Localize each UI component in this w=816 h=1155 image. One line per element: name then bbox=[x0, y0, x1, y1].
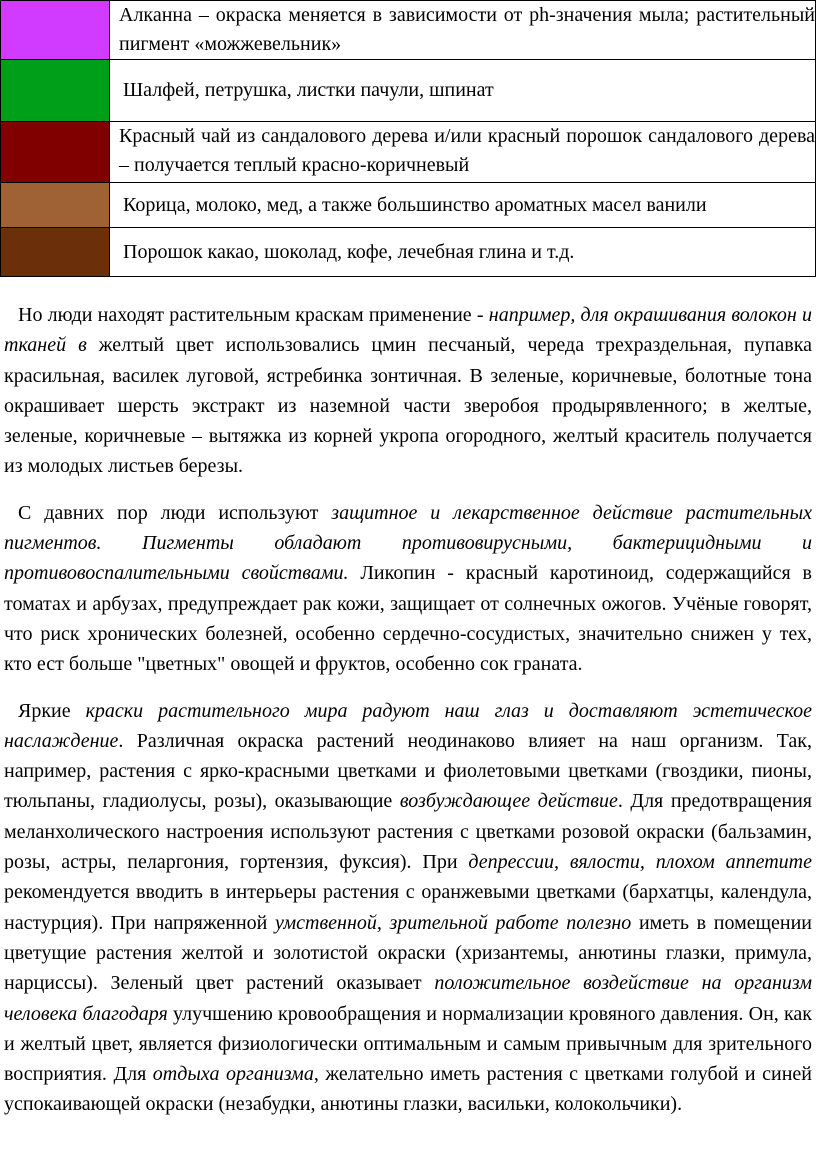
color-row bbox=[1, 1, 816, 60]
color-swatch-violet bbox=[1, 1, 110, 60]
paragraph: С давних пор люди используют защитное и лекарственное действие растительных пигментов. Пигменты обладают противовирусными, бактерицидными и противовоспалительными свойствами. Ликопин - красный каротиноид, содержащийся в томатах и арбузах, предупреждает рак кожи, защищает от солнечных ожогов. Учёные говорят, что риск хронических болезней, особенно сердечно-сосудистых, значительно снижен у тех, кто ест больше "цветных" овощей и фруктов, особенно сок граната. bbox=[4, 501, 812, 676]
color-swatch-dark-red bbox=[1, 122, 110, 183]
color-swatch-light-brown bbox=[1, 183, 110, 228]
color-swatch-dark-brown bbox=[1, 228, 110, 277]
color-row bbox=[1, 60, 816, 122]
color-description: Порошок какао, шоколад, кофе, лечебная глина и т.д. bbox=[110, 228, 816, 277]
color-description: Красный чай из сандалового дерева и/или красный порошок сандалового дерева – получается теплый красно-коричневый bbox=[110, 122, 816, 183]
color-row bbox=[1, 228, 816, 277]
color-row bbox=[1, 183, 816, 228]
color-row bbox=[1, 122, 816, 183]
color-table bbox=[0, 0, 816, 277]
color-description: Алканна – окраска меняется в зависимости от ph-значения мыла; растительный пигмент «можжевельник» bbox=[110, 1, 816, 60]
color-description: Корица, молоко, мед, а также большинство ароматных масел ванили bbox=[110, 183, 816, 228]
color-description: Шалфей, петрушка, листки пачули, шпинат bbox=[110, 60, 816, 122]
paragraph: Яркие краски растительного мира радуют наш глаз и доставляют эстетическое наслаждение. Различная окраска растений неодинаково влияет на наш организм. Так, например, растения с ярко-красными цветками и фиолетовыми цветками (гвоздики, пионы, тюльпаны, гладиолусы, розы), оказывающие возбуждающее действие. Для предотвращения меланхолического настроения используют растения с цветками розовой окраски (бальзамин, розы, астры, пеларгония, гортензия, фуксия). При депрессии, вялости, плохом аппетите рекомендуется вводить в интерьеры растения с оранжевыми цветками (бархатцы, календула, настурция). При напряженной умственной, зрительной работе полезно иметь в помещении цветущие растения желтой и золотистой окраски (хризантемы, анютины глазки, примула, нарциссы). Зеленый цвет растений оказывает положительное воздействие на организм человека благодаря улучшению кровообращения и нормализации кровяного давления. Он, как и желтый цвет, является физиологически оптимальным и самым привычным для зрительного восприятия. Для отдыха организма, желательно иметь растения с цветками голубой и синей успокаивающей окраски (незабудки, анютины глазки, васильки, колокольчики). bbox=[4, 699, 813, 1116]
body-text bbox=[4, 300, 812, 1136]
color-swatch-green bbox=[1, 60, 110, 122]
paragraph: Но люди находят растительным краскам применение - например, для окрашивания волокон и тканей в желтый цвет использовались цмин песчаный, череда трехраздельная, пупавка красильная, василек луговой, ястребинка зонтичная. В зеленые, коричневые, болотные тона окрашивает шерсть экстракт из наземной части зверобоя продырявленного; в желтые, зеленые, коричневые – вытяжка из корней укропа огородного, желтый краситель получается из молодых листьев березы. bbox=[4, 304, 812, 478]
